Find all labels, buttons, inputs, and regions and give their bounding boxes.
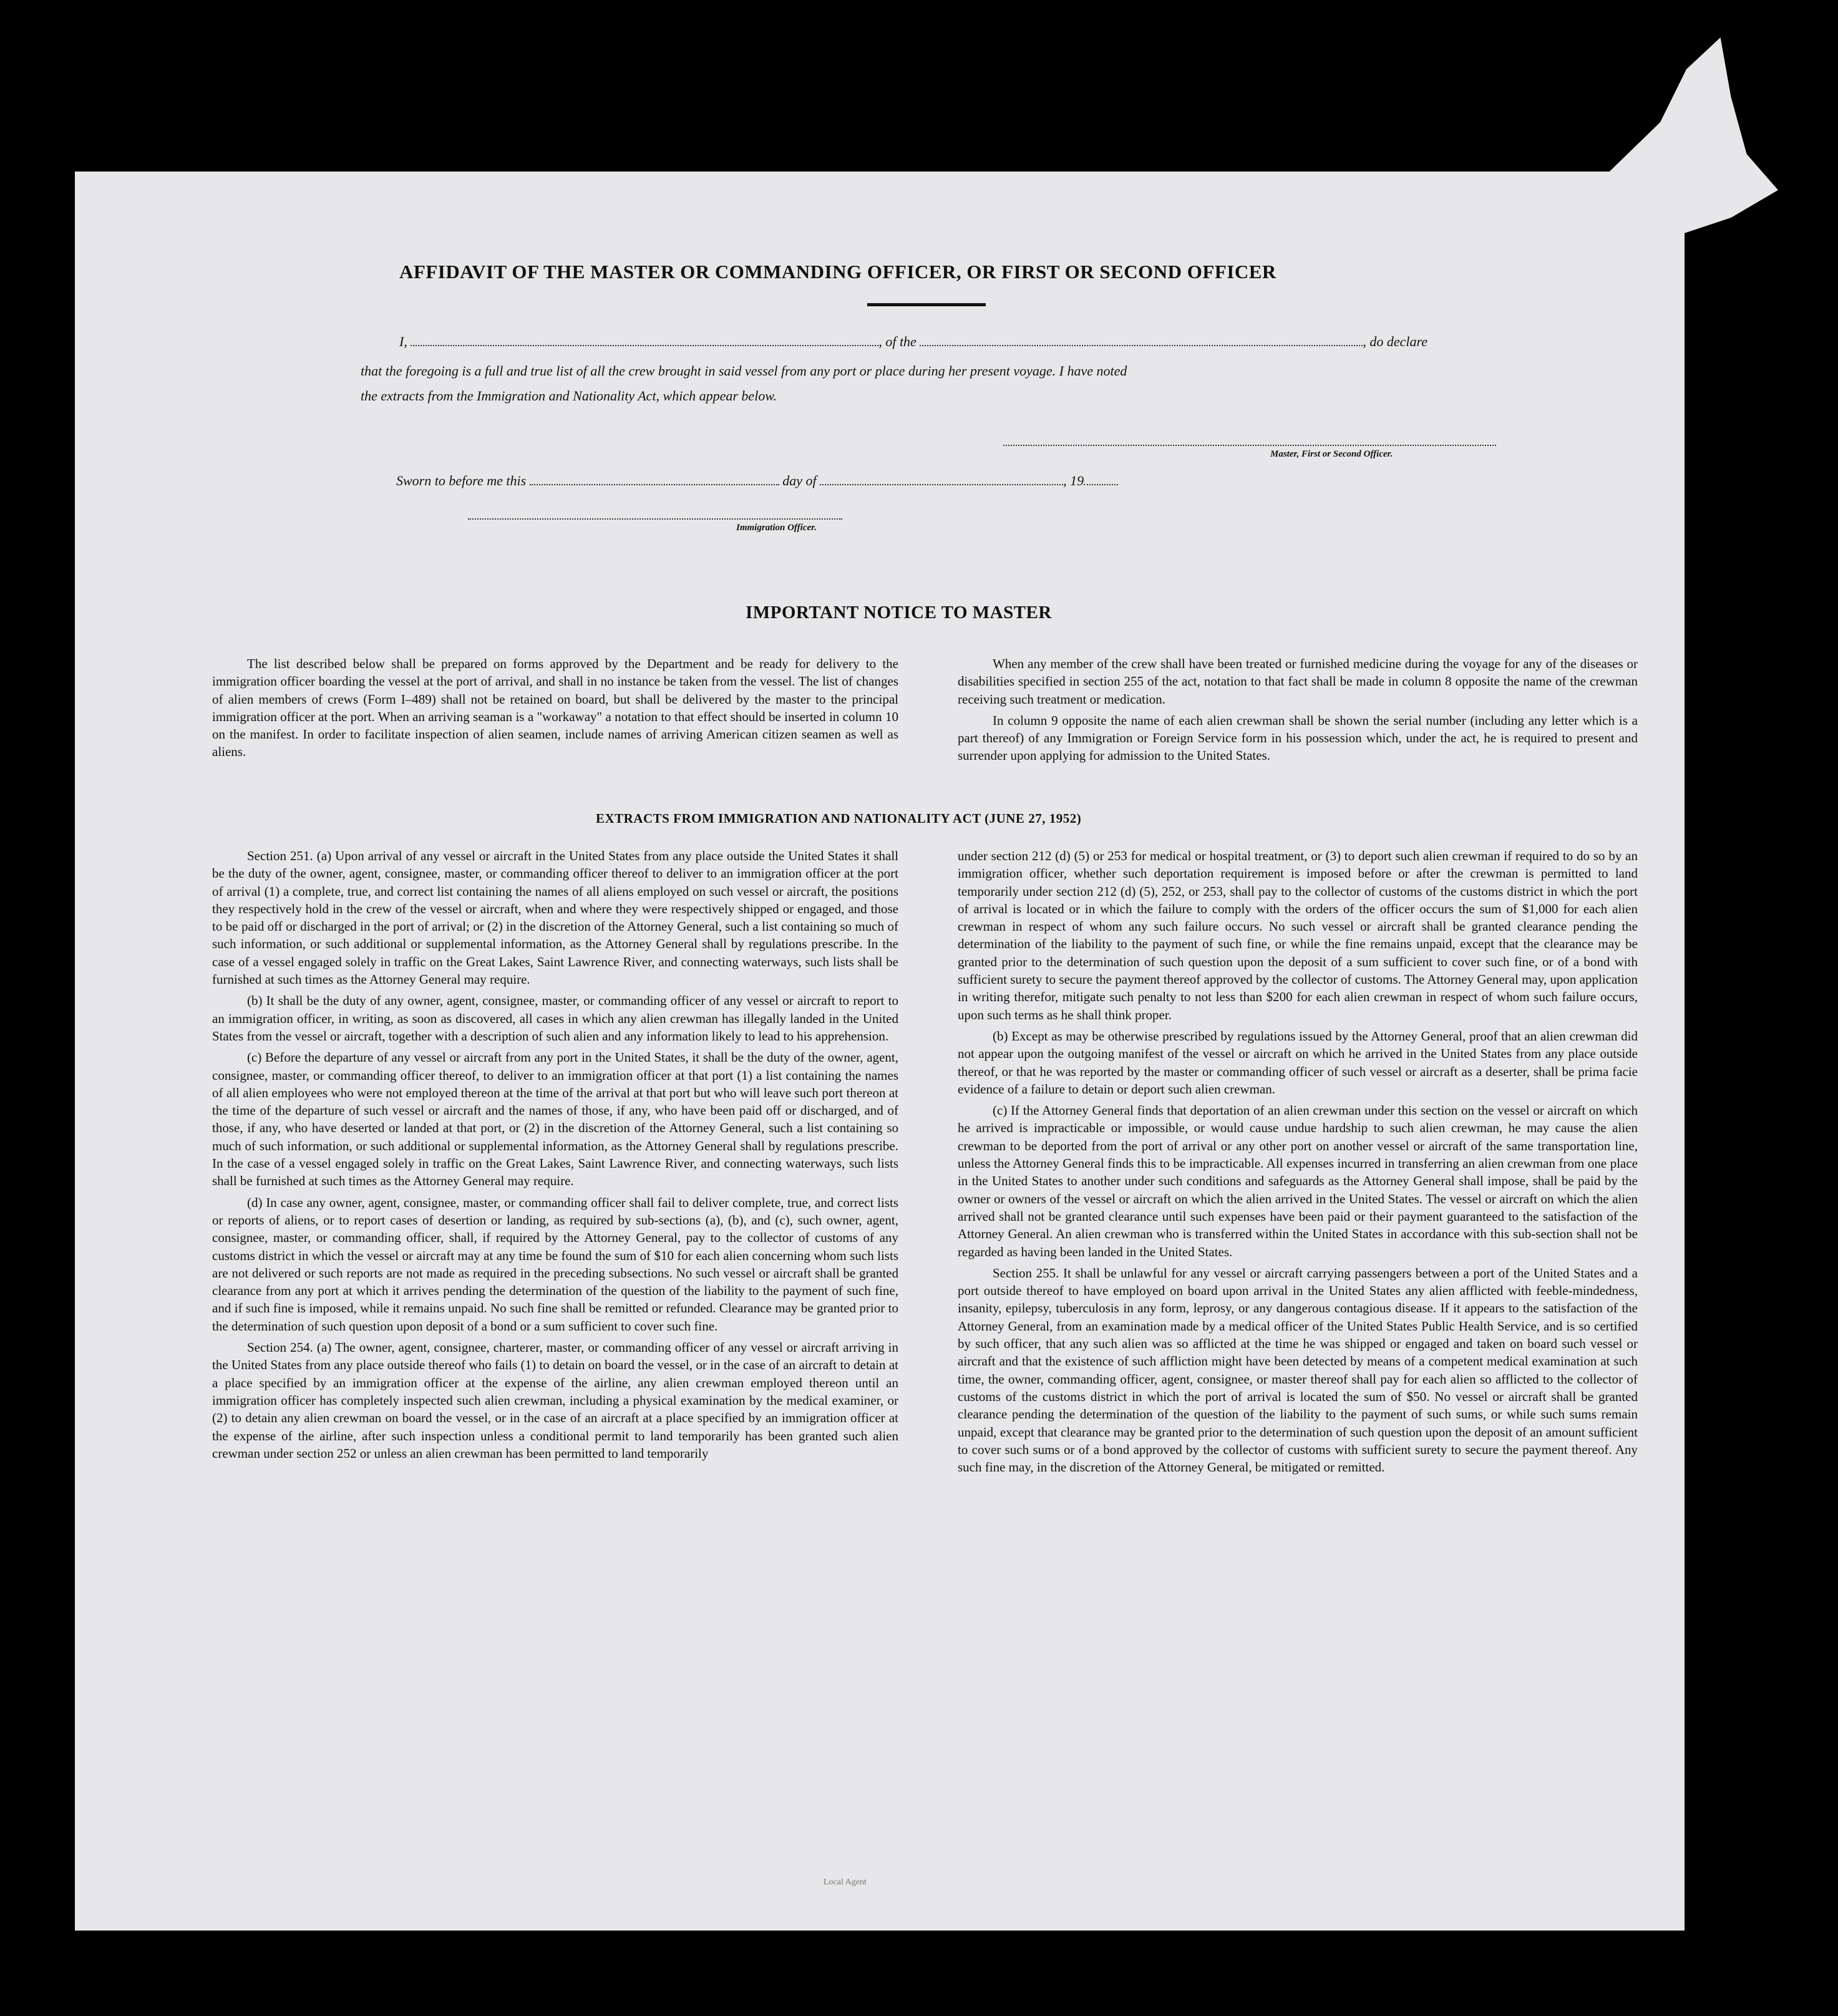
immigration-officer-signature-line[interactable] xyxy=(468,511,842,523)
binder-hole xyxy=(1734,722,1767,755)
affidavit-line-2: that the foregoing is a full and true list of all the crew brought in said vessel from any port or place during her present voyage. I have noted xyxy=(361,363,1127,379)
immigration-officer-label: Immigration Officer. xyxy=(736,523,817,533)
binder-hole xyxy=(1734,429,1767,462)
day-of-text: day of xyxy=(782,473,817,488)
section-254-c: (c) If the Attorney General finds that deportation of an alien crewman under this section on the vessel or aircraft on which he arrived is impracticable or impossible, or would cause undue hardship to such alien crewman, he may cause the alien crewman to be deported from the port of arrival or any other port on another vessel or aircraft of the same transportation line, unless the Attorney General finds this to be impracticable. All expenses incurred in transferring an alien crewman from one place in the United States to another under such conditions and safeguards as the Attorney General shall impose, shall be paid by the owner or owners of the vessel or aircraft on which the alien arrived in the United States. The vessel or aircraft on which the alien arrived shall not be granted clearance until such expenses have been paid or their payment guaranteed to the satisfaction of the Attorney General. An alien crewman who is transferred within the United States in accordance with this sub-section shall not be regarded as having been landed in the United States. xyxy=(958,1103,1638,1259)
faint-bleedthrough-text: Local Agent xyxy=(824,1878,867,1887)
binder-hole xyxy=(1734,1354,1767,1386)
affidavit-line-3: the extracts from the Immigration and Nationality Act, which appear below. xyxy=(361,388,777,404)
sworn-day-blank[interactable] xyxy=(530,483,779,485)
section-254-b: (b) Except as may be otherwise prescribed by regulations issued by the Attorney General, proof that an alien crewman did not appear upon the outgoing manifest of the vessel or aircraft on which he arrived in the United States from any place outside thereof, or that he was reported by the master or commanding officer of such vessel or aircraft as a deserter, shall be prima facie evidence of a failure to detain or deport such alien crewman. xyxy=(958,1028,1638,1097)
extracts-left-column xyxy=(212,847,898,1466)
notice-left-column xyxy=(212,655,898,765)
affidavit-declare: , do declare xyxy=(1363,334,1427,349)
section-251-a: Section 251. (a) Upon arrival of any vessel or aircraft in the United States from any place outside the United States it shall be the duty of the owner, agent, consignee, master, or commanding officer thereof to deliver to an immigration officer at the port of arrival (1) a complete, true, and correct list containing the names of all aliens employed on such vessel or aircraft, the positions they respectively hold in the crew of the vessel or aircraft, when and where they were respectively shipped or engaged, and those to be paid off or discharged in the port of arrival; or (2) in the discretion of the Attorney General, such a list containing so much of such information, or such additional or supplemental information, as the Attorney General shall by regulations prescribe. In the case of a vessel engaged solely in traffic on the Great Lakes, Saint Lawrence River, and connecting waterways, such lists shall be furnished at such times as the Attorney General may require. xyxy=(212,848,898,987)
notice-right-paragraph-2: In column 9 opposite the name of each alien crewman shall be shown the serial number (including any letter which is a part thereof) of any Immigration or Foreign Service form in his possession which, under the act, he is required to present and surrender upon applying for admission to the United States. xyxy=(958,712,1638,763)
vessel-blank[interactable] xyxy=(920,344,1363,346)
title-underline xyxy=(867,303,986,306)
binder-hole xyxy=(1734,1727,1767,1759)
affidavit-line-1 xyxy=(399,334,1427,350)
master-signature-label: Master, First or Second Officer. xyxy=(1270,449,1393,459)
sworn-text: Sworn to before me this xyxy=(396,473,527,488)
section-254-a: Section 254. (a) The owner, agent, consignee, charterer, master, or commanding officer of any vessel or aircraft arriving in the United States from any place outside thereof who fails (1) to detain on board the vessel, or in the case of an aircraft to detain at a place specified by an immigration officer at the expense of the airline, any alien crewman employed thereon until an immigration officer has completely inspected such alien crewman, including a physical examination by the medical examiner, or (2) to detain any alien crewman on board the vessel, or in the case of an aircraft at a place specified by an immigration officer at the expense of the airline, after such inspection unless a conditional permit to land temporarily has been granted such alien crewman under section 252 or unless an alien crewman has been permitted to land temporarily xyxy=(212,1340,898,1461)
sworn-month-blank[interactable] xyxy=(820,483,1063,485)
notice-right-paragraph-1: When any member of the crew shall have been treated or furnished medicine during the voyage for any of the diseases or disabilities specified in section 255 of the act, notation to that fact shall be made in column 8 opposite the name of the crewman receiving such treatment or medication. xyxy=(958,656,1638,707)
section-254-a-continued: under section 212 (d) (5) or 253 for medical or hospital treatment, or (3) to deport such alien crewman if required to do so by an immigration officer, whether such deportation requirement is imposed before or after the crewman is permitted to land temporarily under section 212 (d) (5), 252, or 253, shall pay to the collector of customs of the customs district in which the port of arrival is located or in which the failure to comply with the orders of the officer occurs the sum of $1,000 for each alien crewman in respect of whom any such failure occurs. No such vessel or aircraft shall be granted clearance pending the determination of the liability to the payment of such fine, or while the fine remains unpaid, except that the clearance may be granted prior to the determination of such question upon the deposit of a sum sufficient to cover such fine, or of a bond with sufficient surety to secure the payment thereof approved by the collector of customs. The Attorney General may, upon application in writing therefor, mitigate such penalty to not less than $200 for each alien crewman in respect of whom such failure occurs, upon such terms as he shall think proper. xyxy=(958,848,1638,1022)
notice-right-column xyxy=(958,655,1638,768)
affidavit-of-the: , of the xyxy=(878,334,917,349)
section-255: Section 255. It shall be unlawful for any vessel or aircraft carrying passengers between a port of the United States and a port outside thereof to have employed on board upon arrival in the United States any alien afflicted with feeble-mindedness, insanity, epilepsy, tuberculosis in any form, leprosy, or any dangerous contagious disease. If it appears to the satisfaction of the Attorney General, from an examination made by a medical officer of the United States Public Health Service, and is so certified by such officer, that any such alien was so afflicted at the time he was shipped or engaged and taken on board such vessel or aircraft and that the existence of such affliction might have been detected by means of a competent medical examination at such time, the owner, commanding officer, agent, consignee, or master thereof shall pay for each alien so afflicted to the collector of customs of the customs district in which the port of arrival is located the sum of $50. No vessel or aircraft shall be granted clearance pending the determination of the question of the liability to the payment of such sums, or while such sums remain unpaid, except that clearance may be granted prior to the determination of such question upon the deposit of an amount sufficient to cover such sums or of a bond approved by the collector of customs with sufficient surety to secure the payment thereof. Any such fine may, in the discretion of the Attorney General, be mitigated or remitted. xyxy=(958,1265,1638,1475)
sworn-line xyxy=(396,473,1118,489)
binder-hole xyxy=(1734,816,1767,848)
master-signature-line[interactable] xyxy=(1003,438,1496,449)
notice-left-paragraph: The list described below shall be prepared on forms approved by the Department and be ready for delivery to the immigration officer boarding the vessel at the port of arrival, and shall in no instance be taken from the vessel. The list of changes of alien members of crews (Form I–489) shall not be retained on board, but shall be delivered by the master to the principal immigration officer at the port. When an arriving seaman is a "workaway" a notation to that effect should be inserted in column 10 on the manifest. In order to facilitate inspection of alien seamen, include names of arriving American citizen seamen as well as aliens. xyxy=(212,656,898,760)
year-text: , 19 xyxy=(1063,473,1084,488)
affidavit-i: I, xyxy=(399,334,407,349)
notice-title: IMPORTANT NOTICE TO MASTER xyxy=(746,603,1052,623)
section-251-d: (d) In case any owner, agent, consignee, master, or commanding officer shall fail to deliver complete, true, and correct lists or reports of aliens, or to report cases of desertion or landing, as required by sub-sections (a), (b), and (c), such owner, agent, consignee, master, or commanding officer, shall, if required by the Attorney General, pay to the collector of customs of any customs district in which the vessel or aircraft may at any time be found the sum of $10 for each alien concerning whom such lists are not delivered or such reports are not made as required in the preceding subsections. No such vessel or aircraft shall be granted clearance from any port at which it arrives pending the determination of the question of the liability to the payment of such fine, and if such fine is imposed, while it remains unpaid. No such fine shall be remitted or refunded. Clearance may be granted prior to the determination of such question upon deposit of a bond or a sum sufficient to cover such fine. xyxy=(212,1195,898,1334)
torn-corner xyxy=(1516,37,1778,250)
section-251-c: (c) Before the departure of any vessel or aircraft from any port in the United States, it shall be the duty of the owner, agent, consignee, master, or commanding officer thereof, to deliver to an immigration officer at that port (1) a list containing the names of all alien employees who were not employed thereon at the time of the arrival at that port but who will leave such port thereon at the time of the departure of such vessel or aircraft and the names of those, if any, who have been paid off or discharged, and of those, if any, who have deserted or landed at that port, or (2) in the discretion of the Attorney General, such a list containing so much of such information, or such additional or supplemental information, as the Attorney General shall by regulations prescribe. In the case of a vessel engaged solely in traffic on the Great Lakes, Saint Lawrence River, and connecting waterways, such lists shall be furnished at such times as the Attorney General may require. xyxy=(212,1050,898,1189)
binder-hole xyxy=(1734,336,1767,368)
sworn-year-blank[interactable] xyxy=(1084,483,1118,485)
section-251-b: (b) It shall be the duty of any owner, agent, consignee, master, or commanding officer of any vessel or aircraft to report to an immigration officer, in writing, as soon as discovered, all cases in which any alien crewman has illegally landed in the United States from the vessel or aircraft, together with a description of such alien and any information likely to lead to his apprehension. xyxy=(212,993,898,1044)
binder-hole xyxy=(1734,1448,1767,1481)
extracts-title: EXTRACTS FROM IMMIGRATION AND NATIONALITY ACT (JUNE 27, 1952) xyxy=(596,811,1082,826)
affidavit-title: AFFIDAVIT OF THE MASTER OR COMMANDING OFFICER, OR FIRST OR SECOND OFFICER xyxy=(399,261,1276,283)
extracts-right-column xyxy=(958,847,1638,1480)
name-blank[interactable] xyxy=(411,344,878,346)
